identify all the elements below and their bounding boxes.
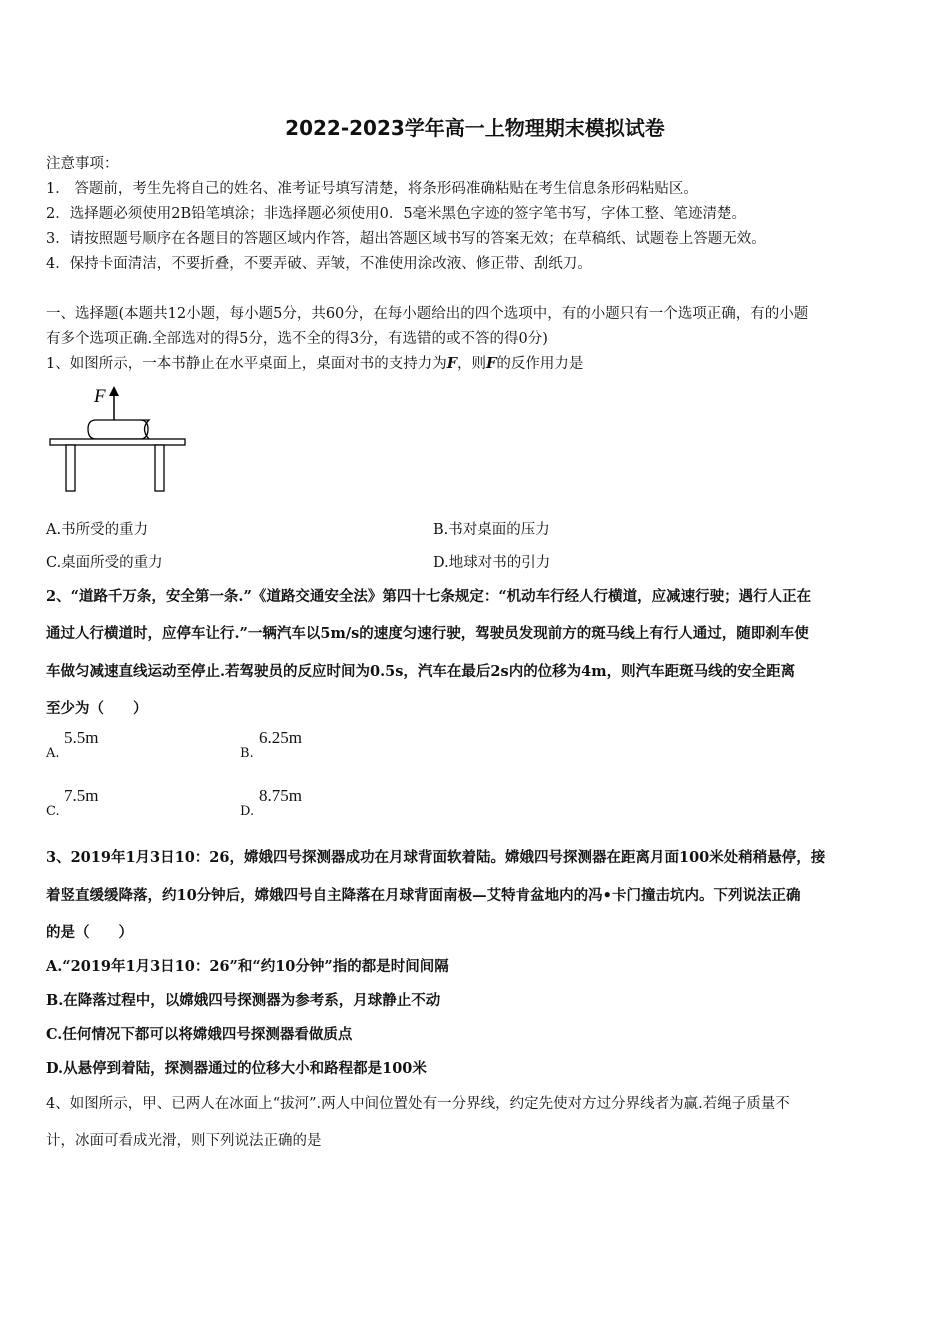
q4-line-2: 计，冰面可看成光滑，则下列说法正确的是 bbox=[46, 1133, 322, 1149]
q2-line-4: 至少为（ ） bbox=[46, 700, 148, 717]
notice-item-1: 1． 答题前，考生先将自己的姓名、准考证号填写清楚，将条形码准确粘贴在考生信息条形码粘贴区。 bbox=[46, 181, 698, 197]
q2-option-a-value: 5.5m bbox=[64, 728, 99, 747]
q1-option-b: B.书对桌面的压力 bbox=[433, 522, 550, 538]
q2-line-3: 车做匀减速直线运动至停止.若驾驶员的反应时间为0.5s，汽车在最后2s内的位移为4m，则汽车距斑马线的安全距离 bbox=[46, 663, 796, 680]
q1-stem-a: 1、如图所示，一本书静止在水平桌面上，桌面对书的支持力为 bbox=[46, 356, 447, 372]
table-leg-left bbox=[66, 445, 75, 491]
q3-line-1: 3、2019年1月3日10：26，嫦娥四号探测器成功在月球背面软着陆。嫦娥四号探测器在距离月面100米处稍稍悬停，接 bbox=[46, 849, 826, 866]
q1-option-d: D.地球对书的引力 bbox=[433, 555, 551, 571]
q1-stem bbox=[46, 352, 583, 373]
q3-option-d: D.从悬停到着陆，探测器通过的位移大小和路程都是100米 bbox=[46, 1060, 427, 1077]
q2-option-c-value: 7.5m bbox=[64, 786, 99, 805]
q2-option-b-label: B. bbox=[240, 746, 254, 761]
q3-option-a: A.“2019年1月3日10：26”和“约10分钟”指的都是时间间隔 bbox=[46, 958, 449, 975]
notice-item-3: 3．请按照题号顺序在各题目的答题区域内作答，超出答题区域书写的答案无效；在草稿纸、试题卷上答题无效。 bbox=[46, 231, 766, 247]
q1-var-f-2: F bbox=[486, 355, 497, 372]
notice-item-2: 2．选择题必须使用2B铅笔填涂；非选择题必须使用0．5毫米黑色字迹的签字笔书写，字体工整、笔迹清楚。 bbox=[46, 206, 747, 222]
q3-line-3: 的是（ ） bbox=[46, 924, 133, 941]
q2-line-2: 通过人行横道时，应停车让行.”一辆汽车以5m/s的速度匀速行驶，驾驶员发现前方的斑马线上有行人通过，随即刹车使 bbox=[46, 625, 809, 642]
force-label: F bbox=[94, 386, 106, 407]
q1-stem-b: ，则 bbox=[457, 356, 487, 372]
q3-option-c: C.任何情况下都可以将嫦娥四号探测器看做质点 bbox=[46, 1026, 353, 1043]
book-on-table-figure bbox=[44, 382, 194, 497]
table-top bbox=[50, 439, 185, 445]
q2-option-c-label: C. bbox=[46, 804, 60, 819]
q1-stem-c: 的反作用力是 bbox=[496, 356, 584, 372]
notice-heading: 注意事项： bbox=[46, 156, 119, 172]
q2-option-b-value: 6.25m bbox=[259, 728, 302, 747]
section-heading-line-1: 一、选择题(本题共12小题，每小题5分，共60分，在每小题给出的四个选项中，有的小题只有一个选项正确，有的小题 bbox=[46, 306, 809, 322]
section-heading-line-2: 有多个选项正确.全部选对的得5分，选不全的得3分，有选错的或不答的得0分) bbox=[46, 331, 548, 347]
book-shape bbox=[88, 420, 149, 439]
q4-line-1: 4、如图所示，甲、已两人在冰面上“拔河”.两人中间位置处有一分界线，约定先使对方过分界线者为赢.若绳子质量不 bbox=[46, 1096, 790, 1112]
q2-option-a-label: A. bbox=[46, 746, 60, 761]
page-title: 2022-2023学年高一上物理期末模拟试卷 bbox=[285, 116, 665, 140]
q2-line-1: 2、“道路千万条，安全第一条.”《道路交通安全法》第四十七条规定：“机动车行经人行横道，应减速行驶；遇行人正在 bbox=[46, 588, 812, 605]
q2-option-d-label: D. bbox=[240, 804, 255, 819]
q1-option-a: A.书所受的重力 bbox=[46, 522, 149, 538]
q3-line-2: 着竖直缓缓降落，约10分钟后，嫦娥四号自主降落在月球背面南极—艾特肯盆地内的冯•卡门撞击坑内。下列说法正确 bbox=[46, 887, 801, 904]
q3-option-b: B.在降落过程中，以嫦娥四号探测器为参考系，月球静止不动 bbox=[46, 992, 441, 1009]
q1-option-c: C.桌面所受的重力 bbox=[46, 555, 163, 571]
force-arrowhead bbox=[109, 386, 119, 396]
q1-var-f: F bbox=[446, 355, 458, 372]
q2-option-d-value: 8.75m bbox=[259, 786, 302, 805]
notice-item-4: 4．保持卡面清洁，不要折叠，不要弄破、弄皱，不准使用涂改液、修正带、刮纸刀。 bbox=[46, 256, 592, 272]
table-leg-right bbox=[155, 445, 164, 491]
